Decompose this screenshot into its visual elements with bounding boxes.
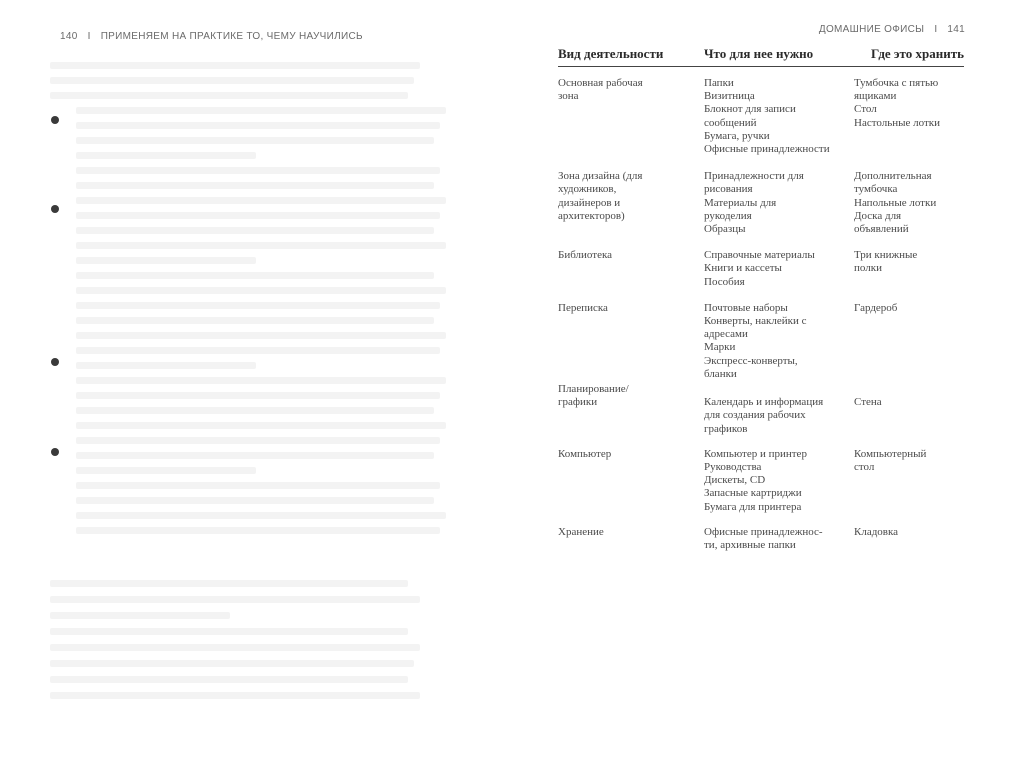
cell-line: ящиками [854, 90, 897, 103]
cell-line: Материалы для [704, 196, 777, 209]
cell-line: Офисные принадлежности [704, 143, 830, 156]
table-row [558, 526, 964, 552]
activity-cell [558, 249, 704, 289]
bleed-through-line [76, 317, 434, 324]
cell-line: Запасные картриджи [704, 487, 802, 500]
cell-line: Дискеты, CD [704, 474, 766, 487]
bleed-through-line [76, 497, 434, 504]
bleed-through-line [76, 347, 440, 354]
storage-cell [854, 249, 964, 289]
cell-line: зона [558, 90, 579, 103]
bleed-through-line [76, 482, 440, 489]
cell-line: для создания рабочих [704, 409, 806, 422]
cell-line: Руководства [704, 461, 762, 474]
cell-line: Доска для [854, 209, 902, 222]
bleed-through-line [76, 197, 446, 204]
cell-line: Хранение [558, 525, 604, 538]
cell-line: Конверты, наклейки с [704, 315, 807, 328]
office-zones-table [558, 46, 964, 552]
cell-line: Кладовка [854, 525, 899, 538]
cell-line: Библиотека [558, 249, 613, 262]
cell-line: Календарь и информация [704, 396, 824, 409]
activity-cell [558, 77, 704, 156]
bleed-through-line [76, 377, 446, 384]
cell-line: Компьютер [558, 447, 612, 460]
cell-line: Бумага для принтера [704, 500, 802, 513]
bleed-through-line [76, 287, 446, 294]
bleed-through-line [76, 272, 434, 279]
bleed-through-line [76, 137, 434, 144]
bleed-through-line [50, 77, 414, 84]
bleed-through-line [76, 362, 256, 369]
header-storage: Где это хранить [871, 46, 964, 61]
cell-line: Дополнительная [854, 170, 932, 183]
cell-line: объявлений [854, 223, 909, 236]
cell-line: полки [854, 262, 882, 275]
cell-line: Планирование/ [558, 383, 629, 396]
cell-line: художников, [558, 183, 617, 196]
right-page [516, 0, 1033, 773]
cell-line: Экспресс-конверты, [704, 354, 798, 367]
cell-line: Образцы [704, 223, 746, 236]
cell-line: стол [854, 461, 875, 474]
cell-line: Справочные материалы [704, 249, 815, 262]
bleed-through-line [76, 122, 440, 129]
table-row [558, 383, 964, 436]
needs-cell [704, 77, 854, 156]
bullet-1 [51, 116, 59, 124]
bleed-through-line [50, 692, 420, 699]
header-activity: Вид деятельности [558, 46, 664, 61]
activity-cell [558, 383, 704, 436]
cell-line: Переписка [558, 301, 608, 314]
bleed-through-line [76, 182, 434, 189]
bleed-through-line [76, 152, 256, 159]
needs-cell [704, 170, 854, 236]
bleed-through-line [76, 227, 434, 234]
storage-cell [854, 170, 964, 236]
right-head-separator: I [934, 24, 938, 35]
left-running-title: ПРИМЕНЯЕМ НА ПРАКТИКЕ ТО, ЧЕМУ НАУЧИЛИСЬ [100, 31, 363, 42]
cell-line: Компьютер и принтер [704, 447, 807, 460]
bleed-through-line [76, 452, 434, 459]
cell-line: Гардероб [854, 301, 898, 314]
table-body [558, 77, 964, 552]
right-page-number: 141 [947, 24, 965, 35]
bleed-through-line [76, 392, 440, 399]
bleed-through-line [76, 527, 440, 534]
bullet-4 [51, 448, 59, 456]
needs-cell [704, 448, 854, 514]
right-running-title: ДОМАШНИЕ ОФИСЫ [818, 24, 925, 35]
bleed-through-line [50, 644, 420, 651]
table-row [558, 170, 964, 236]
cell-line: Три книжные [854, 249, 918, 262]
cell-line [854, 383, 964, 396]
activity-cell [558, 170, 704, 236]
header-needs: Что для нее нужно [704, 46, 814, 61]
cell-line: ти, архивные папки [704, 539, 796, 552]
bleed-through-line [50, 62, 420, 69]
bleed-through-line [76, 467, 256, 474]
storage-cell [854, 383, 964, 436]
bleed-through-line [76, 437, 440, 444]
cell-line: тумбочка [854, 183, 898, 196]
cell-line: дизайнеров и [558, 196, 621, 209]
needs-cell [704, 302, 854, 381]
table-row [558, 302, 964, 381]
cell-line: Марки [704, 341, 736, 354]
bleed-through-line [76, 332, 446, 339]
right-running-head [819, 24, 965, 35]
bleed-through-line [50, 596, 420, 603]
storage-cell [854, 77, 964, 156]
cell-line: Блокнот для записи [704, 103, 796, 116]
left-page-number: 140 [60, 31, 78, 42]
storage-cell [854, 302, 964, 381]
cell-line: Напольные лотки [854, 196, 937, 209]
bleed-through-line [76, 512, 446, 519]
bleed-through-line [76, 167, 440, 174]
cell-line: Папки [704, 77, 734, 89]
cell-line: рисования [704, 183, 753, 196]
cell-line [704, 383, 854, 396]
table-row [558, 249, 964, 289]
table-header [558, 46, 964, 67]
needs-cell [704, 526, 854, 552]
cell-line: Настольные лотки [854, 116, 941, 129]
cell-line: архитекторов) [558, 209, 625, 222]
bleed-through-line [76, 422, 446, 429]
bleed-through-line [50, 628, 408, 635]
needs-cell [704, 383, 854, 436]
bleed-through-line [76, 212, 440, 219]
activity-cell [558, 302, 704, 381]
bullet-2 [51, 205, 59, 213]
cell-line: Офисные принадлежнос- [704, 525, 823, 538]
activity-cell [558, 448, 704, 514]
cell-line: сообщений [704, 116, 757, 129]
bleed-through-line [50, 92, 408, 99]
activity-cell [558, 526, 704, 552]
storage-cell [854, 448, 964, 514]
bleed-through-line [76, 242, 446, 249]
cell-line: Бумага, ручки [704, 129, 770, 142]
cell-line: Основная рабочая [558, 77, 643, 89]
table-row [558, 448, 964, 514]
bleed-through-line [50, 580, 408, 587]
storage-cell [854, 526, 964, 552]
table-row [558, 77, 964, 156]
cell-line: Стена [854, 396, 882, 409]
cell-line: Книги и кассеты [704, 262, 782, 275]
bleed-through-line [50, 676, 408, 683]
cell-line: Зона дизайна (для [558, 170, 643, 183]
cell-line: Компьютерный [854, 447, 927, 460]
needs-cell [704, 249, 854, 289]
cell-line: Принадлежности для [704, 170, 804, 183]
cell-line: Стол [854, 103, 877, 116]
cell-line: Пособия [704, 275, 745, 288]
cell-line: графиков [704, 422, 748, 435]
bullet-3 [51, 358, 59, 366]
cell-line: бланки [704, 367, 737, 380]
bleed-through-line [76, 407, 434, 414]
cell-line: рукоделия [704, 209, 752, 222]
bleed-through-line [76, 107, 446, 114]
cell-line: Тумбочка с пятью [854, 77, 939, 89]
cell-line: Визитница [704, 90, 755, 103]
left-head-separator: I [87, 31, 91, 42]
bleed-through-line [76, 302, 440, 309]
left-running-head [60, 31, 363, 42]
cell-line: адресами [704, 328, 748, 341]
bleed-through-line [50, 612, 230, 619]
left-page [0, 0, 516, 773]
cell-line: Почтовые наборы [704, 301, 788, 314]
bleed-through-line [50, 660, 414, 667]
bleed-through-line [76, 257, 256, 264]
cell-line: графики [558, 396, 598, 409]
